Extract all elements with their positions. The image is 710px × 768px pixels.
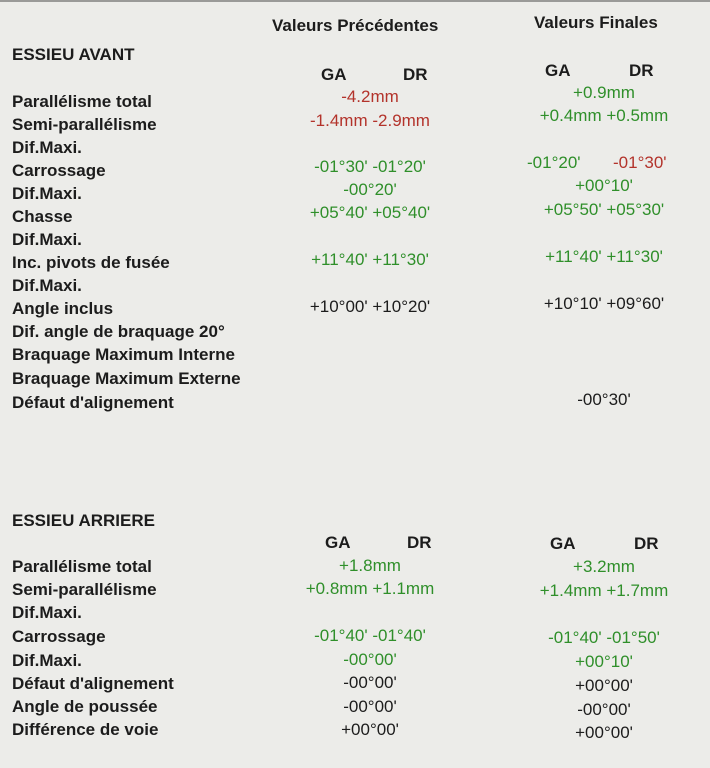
rear-label-semi-toe: Semi-parallélisme — [12, 580, 157, 599]
rear-prev-camber: -01°40' -01°40' — [314, 626, 426, 645]
rear-label-dif-maxi: Dif.Maxi. — [12, 603, 82, 622]
front-final-included-angle: +10°10' +09°60' — [543, 294, 665, 313]
rear-label-track-diff: Différence de voie — [12, 720, 159, 739]
rear-label-camber-dif: Dif.Maxi. — [12, 651, 82, 670]
front-label-max-steer-outer: Braquage Maximum Externe — [12, 369, 241, 388]
front-label-included-angle: Angle inclus — [12, 299, 114, 318]
rear-final-dr: DR — [634, 534, 659, 553]
front-axle-title: ESSIEU AVANT — [12, 45, 135, 64]
rear-prev-ga: GA — [325, 533, 351, 552]
front-prev-kpi: +11°40' +11°30' — [311, 250, 429, 269]
front-label-alignment-defect: Défaut d'alignement — [12, 393, 174, 412]
front-final-caster: +05°50' +05°30' — [543, 200, 665, 219]
front-label-max-steer-inner: Braquage Maximum Interne — [12, 345, 235, 364]
rear-prev-dr: DR — [407, 533, 432, 552]
front-prev-camber-diff: -00°20' — [343, 180, 397, 199]
front-prev-dr: DR — [403, 65, 428, 84]
rear-label-camber: Carrossage — [12, 627, 106, 646]
front-final-camber-right: -01°30' — [613, 153, 667, 172]
rear-final-camber: -01°40' -01°50' — [548, 628, 660, 647]
front-label-dif-maxi: Dif.Maxi. — [12, 138, 82, 157]
front-final-camber-diff: +00°10' — [575, 176, 633, 195]
front-label-semi-toe: Semi-parallélisme — [12, 115, 157, 134]
front-final-alignment-defect: -00°30' — [577, 390, 631, 409]
header-previous-values: Valeurs Précédentes — [272, 16, 439, 35]
rear-final-track-diff: +00°00' — [575, 723, 633, 742]
front-label-kpi: Inc. pivots de fusée — [12, 253, 170, 272]
rear-prev-thrust-angle: -00°00' — [343, 697, 397, 716]
rear-final-total-toe: +3.2mm — [573, 557, 635, 576]
rear-final-semi-toe: +1.4mm +1.7mm — [539, 581, 669, 600]
rear-final-alignment-defect: +00°00' — [575, 676, 633, 695]
rear-label-alignment-defect: Défaut d'alignement — [12, 674, 174, 693]
rear-label-thrust-angle: Angle de poussée — [12, 697, 158, 716]
front-label-camber-dif: Dif.Maxi. — [12, 184, 82, 203]
rear-final-ga: GA — [550, 534, 576, 553]
rear-prev-total-toe: +1.8mm — [339, 556, 401, 575]
front-prev-camber: -01°30' -01°20' — [314, 157, 426, 176]
header-final-values: Valeurs Finales — [534, 13, 658, 32]
front-final-camber-left: -01°20' — [527, 153, 581, 172]
front-label-kpi-dif: Dif.Maxi. — [12, 276, 82, 295]
front-label-camber: Carrossage — [12, 161, 106, 180]
front-final-ga: GA — [545, 61, 571, 80]
rear-axle-title: ESSIEU ARRIERE — [12, 511, 155, 530]
rear-prev-semi-toe: +0.8mm +1.1mm — [305, 579, 435, 598]
front-final-dr: DR — [629, 61, 654, 80]
front-prev-included-angle: +10°00' +10°20' — [309, 297, 431, 316]
front-prev-semi-toe: -1.4mm -2.9mm — [310, 111, 430, 130]
rear-label-total-toe: Parallélisme total — [12, 557, 152, 576]
front-prev-caster: +05°40' +05°40' — [309, 203, 431, 222]
rear-prev-track-diff: +00°00' — [341, 720, 399, 739]
rear-prev-camber-diff: -00°00' — [343, 650, 397, 669]
rear-final-thrust-angle: -00°00' — [577, 700, 631, 719]
front-label-total-toe: Parallélisme total — [12, 92, 152, 111]
front-label-caster: Chasse — [12, 207, 73, 226]
front-final-semi-toe: +0.4mm +0.5mm — [539, 106, 669, 125]
front-prev-total-toe: -4.2mm — [341, 87, 399, 106]
front-final-kpi: +11°40' +11°30' — [545, 247, 663, 266]
front-final-total-toe: +0.9mm — [573, 83, 635, 102]
rear-final-camber-diff: +00°10' — [575, 652, 633, 671]
top-divider — [0, 0, 710, 2]
front-prev-ga: GA — [321, 65, 347, 84]
front-label-toe-out-turns: Dif. angle de braquage 20° — [12, 322, 225, 341]
rear-prev-alignment-defect: -00°00' — [343, 673, 397, 692]
front-label-caster-dif: Dif.Maxi. — [12, 230, 82, 249]
